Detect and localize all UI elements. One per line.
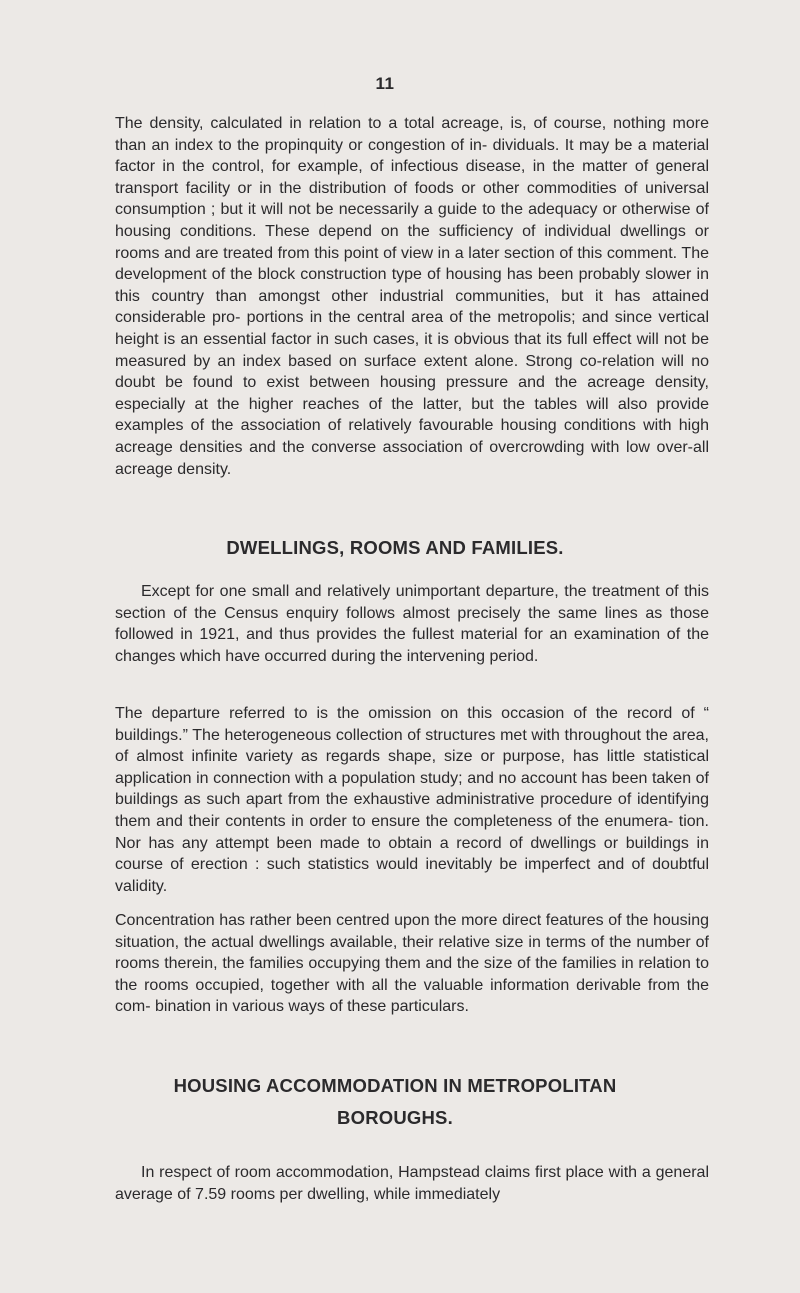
paragraph-census-treatment [115, 581, 709, 667]
heading-line-2: BOROUGHS. [337, 1107, 453, 1128]
paragraph-text: The density, calculated in relation to a total acreage, is, of course, nothing more than an index to the propinquity or congestion of in- dividuals. It may be a material factor in the control, for example, of infectious disease, in the matter of general transport facility or in the distribution of foods or other commodities of universal consumption ; but it will not be necessarily a guide to the adequacy or otherwise of housing conditions. These depend on the sufficiency of individual dwellings or rooms and are treated from this point of view in a later section of this comment. The development of the block construction type of housing has been probably slower in this country than amongst other industrial communities, but it has attained considerable pro- portions in the central area of the metropolis; and since vertical height is an essential factor in such cases, it is obvious that its full effect will not be measured by an index based on surface extent alone. Strong co-relation will no doubt be found to exist between housing pressure and the acreage density, especially at the higher reaches of the latter, but the tables will also provide examples of the association of relatively favourable housing conditions with high acreage densities and the converse association of overcrowding with low over-all acreage density. [115, 115, 709, 478]
heading-dwellings-rooms-families: DWELLINGS, ROOMS AND FAMILIES. [226, 537, 564, 558]
paragraph-concentration [115, 910, 709, 1018]
paragraph-density [115, 113, 709, 480]
heading-line-1: HOUSING ACCOMMODATION IN METROPOLITAN [173, 1075, 617, 1096]
heading-housing-accommodation [100, 1070, 690, 1134]
paragraph-buildings-omission [115, 703, 709, 897]
paragraph-text: Concentration has rather been centred upon the more direct features of the housing situation, the actual dwellings available, their relative size in terms of the number of rooms therein, the families occupying them and the size of the families in relation to the rooms occupied, together with all the valuable information derivable from the com- bination in various ways of these particulars. [115, 912, 709, 1016]
paragraph-room-accommodation [115, 1162, 709, 1205]
page-number: 11 [375, 74, 395, 93]
paragraph-text: Except for one small and relatively unimportant departure, the treatment of this section of the Census enquiry follows almost precisely the same lines as those followed in 1921, and thus provides the fullest material for an examination of the changes which have occurred during the intervening period. [115, 583, 709, 665]
paragraph-text: In respect of room accommodation, Hampstead claims first place with a general average of 7.59 rooms per dwelling, while immediately [115, 1164, 709, 1203]
paragraph-text: The departure referred to is the omission on this occasion of the record of “ buildings.” The heterogeneous collection of structures met with throughout the area, of almost infinite variety as regards shape, size or purpose, has little statistical application in connection with a population study; and no account has been taken of buildings as such apart from the exhaustive administrative procedure of identifying them and their contents in order to ensure the completeness of the enumera- tion. Nor has any attempt been made to obtain a record of dwellings or buildings in course of erection : such statistics would inevitably be imperfect and of doubtful validity. [115, 705, 709, 895]
